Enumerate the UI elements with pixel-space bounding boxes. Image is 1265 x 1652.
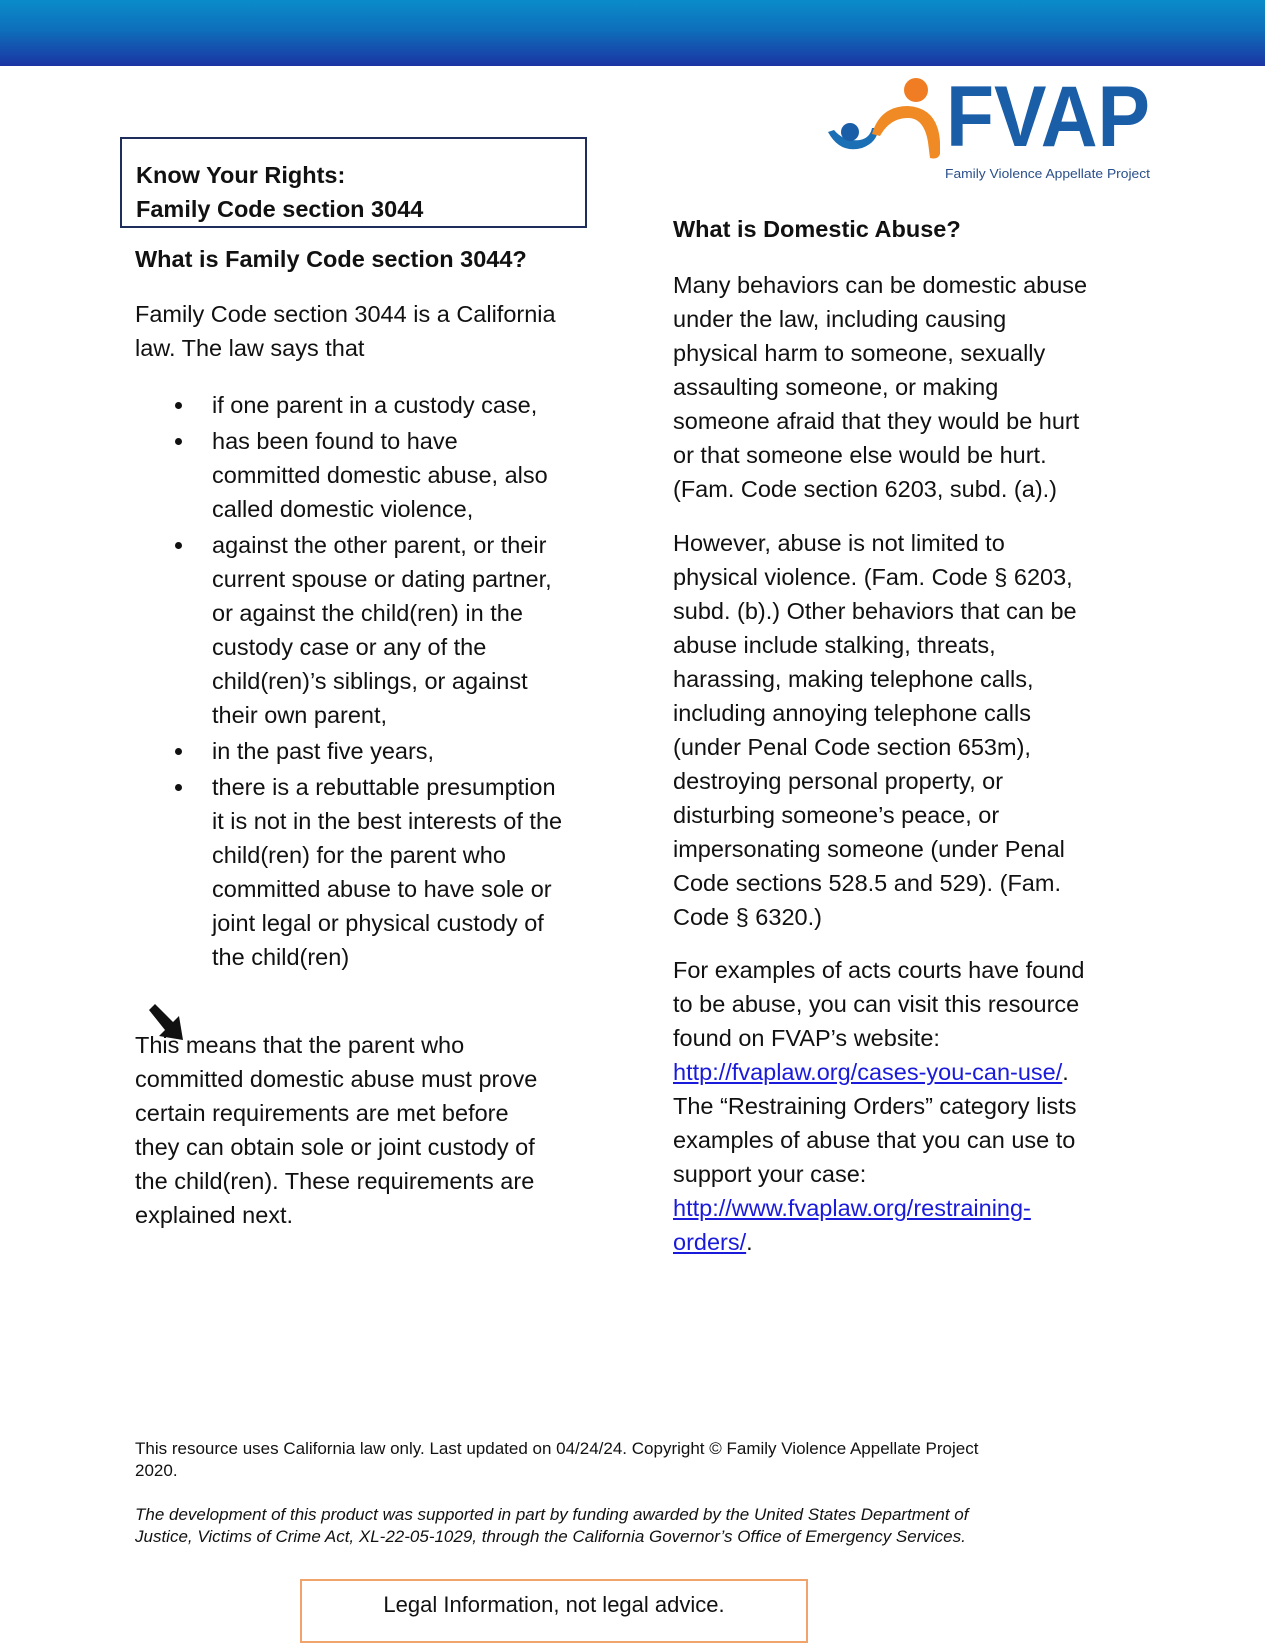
- bullet-icon: [175, 784, 182, 791]
- paragraph-text: . The “Restraining Orders” category lists examples of abuse that you can use to support your case:: [673, 1059, 1077, 1187]
- bullet-icon: [175, 402, 182, 409]
- header-band: [0, 0, 1265, 66]
- list-item: [135, 734, 605, 768]
- funding-notice: The development of this product was supported in part by funding awarded by the United States Department of Justice, Victims of Crime Act, XL-22-05-1029, through the California Governor’s Office of Emergency Services.: [135, 1505, 969, 1546]
- abuse-paragraph-3: [673, 953, 1143, 1259]
- list-item-text: against the other parent, or their current spouse or dating partner, or against the child(ren) in the custody case or any of the child(ren)’s siblings, or against their own parent,: [212, 532, 552, 728]
- list-item: [135, 388, 605, 422]
- list-item: [135, 424, 605, 526]
- list-item-text: there is a rebuttable presumption it is not in the best interests of the child(ren) for the parent who committed abuse to have sole or joint legal or physical custody of the child(ren): [212, 774, 563, 970]
- list-item-text: if one parent in a custody case,: [212, 392, 538, 418]
- paragraph-text: For examples of acts courts have found to be abuse, you can visit this resource found on FVAP’s website:: [673, 957, 1085, 1051]
- logo-text: FVAP: [946, 69, 1150, 165]
- title-box: [120, 137, 587, 228]
- restraining-orders-link[interactable]: http://www.fvaplaw.org/restraining- orders/: [673, 1195, 1031, 1255]
- title-line-2: Family Code section 3044: [136, 196, 424, 222]
- paragraph-text: .: [746, 1229, 753, 1255]
- list-item: [135, 770, 605, 974]
- means-paragraph: This means that the parent who committed domestic abuse must prove certain requirements are met before they can obtain sole or joint custody of the child(ren). These requirements are explained next.: [135, 1032, 538, 1228]
- copyright-notice: This resource uses California law only. Last updated on 04/24/24. Copyright © Family Violence Appellate Project 2020.: [135, 1439, 979, 1480]
- abuse-paragraph-1: Many behaviors can be domestic abuse under the law, including causing physical harm to someone, sexually assaulting someone, or making someone afraid that they would be hurt or that someone else would be hurt. (Fam. Code section 6203, subd. (a).): [673, 272, 1088, 502]
- title-line-1: Know Your Rights:: [136, 162, 346, 188]
- logo-subtitle: Family Violence Appellate Project: [945, 166, 1151, 181]
- bullet-icon: [175, 542, 182, 549]
- legal-disclaimer-box: Legal Information, not legal advice.: [300, 1579, 808, 1643]
- cases-you-can-use-link[interactable]: http://fvaplaw.org/cases-you-can-use/: [673, 1059, 1063, 1085]
- right-heading: What is Domestic Abuse?: [673, 216, 961, 242]
- bullet-icon: [175, 748, 182, 755]
- presumption-list: [135, 388, 605, 976]
- left-heading: What is Family Code section 3044?: [135, 246, 527, 272]
- bullet-icon: [175, 438, 182, 445]
- list-item-text: in the past five years,: [212, 738, 435, 764]
- left-intro: Family Code section 3044 is a California law. The law says that: [135, 301, 556, 361]
- list-item-text: has been found to have committed domestic abuse, also called domestic violence,: [212, 428, 548, 522]
- abuse-paragraph-2: However, abuse is not limited to physical violence. (Fam. Code § 6203, subd. (b).) Other behaviors that can be abuse include stalking, threats, harassing, making telephone calls, including annoying telephone calls (under Penal Code section 653m), destroying personal property, or disturbing someone’s peace, or impersonating someone (under Penal Code sections 528.5 and 529). (Fam. Code § 6320.): [673, 530, 1077, 930]
- list-item: [135, 528, 605, 732]
- fvap-logo: [820, 66, 1160, 186]
